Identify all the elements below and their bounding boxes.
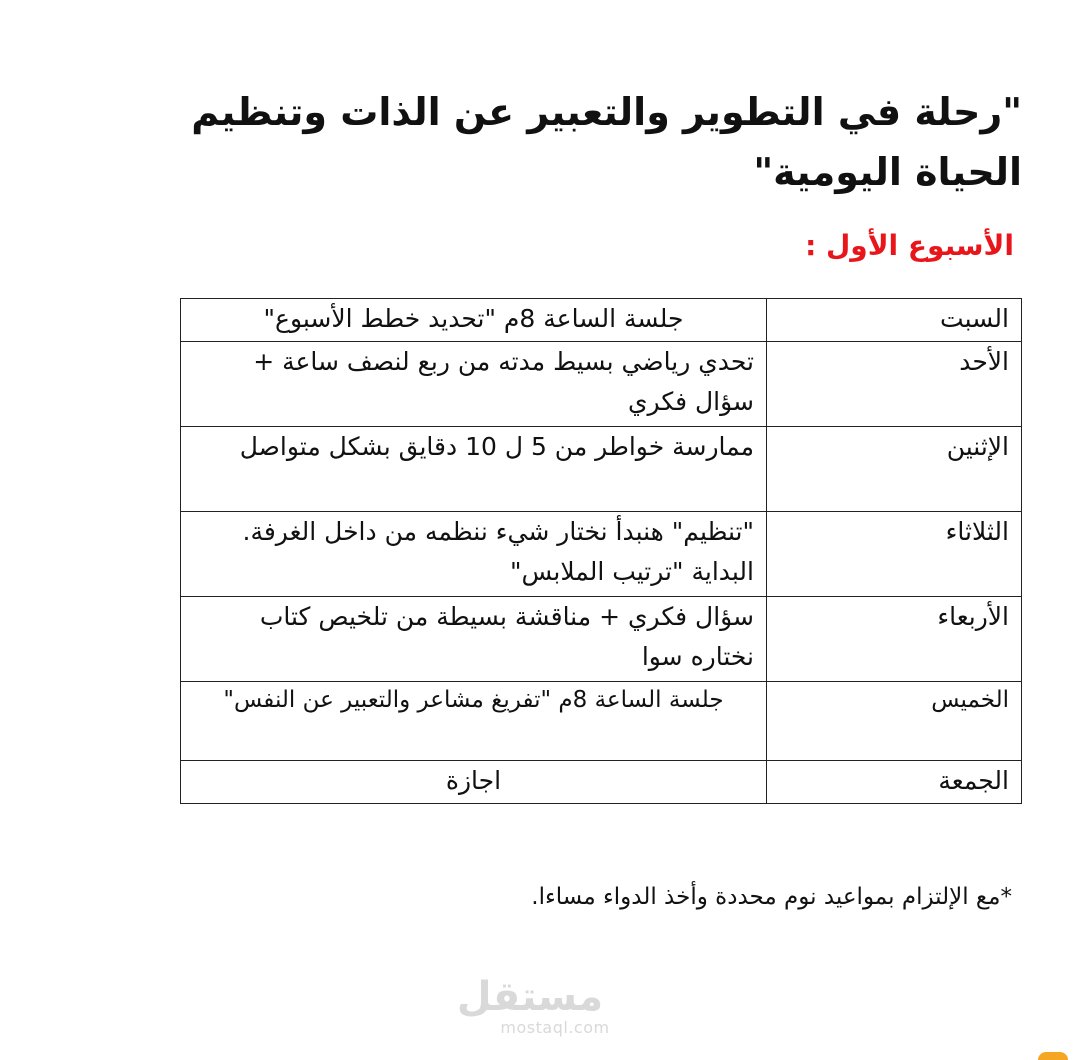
activity-cell: اجازة [181,761,767,804]
corner-decoration [1038,1052,1068,1060]
footnote: *مع الإلتزام بمواعيد نوم محددة وأخذ الدواء مساءا. [531,884,1012,910]
activity-cell: تحدي رياضي بسيط مدته من ربع لنصف ساعة + سؤال فكري [181,342,767,427]
table-row [181,299,1022,342]
watermark-arabic-text: مستقل [456,974,604,1020]
activity-cell: ممارسة خواطر من 5 ل 10 دقايق بشكل متواصل [181,427,767,512]
week-heading: الأسبوع الأول : [805,229,1014,262]
day-cell: السبت [767,299,1022,342]
day-cell: الجمعة [767,761,1022,804]
day-cell: الثلاثاء [767,512,1022,597]
table-row [181,427,1022,512]
table-row [181,512,1022,597]
activity-cell: جلسة الساعة 8م "تحديد خطط الأسبوع" [181,299,767,342]
day-cell: الأربعاء [767,597,1022,682]
table-row [181,342,1022,427]
weekly-schedule-table [180,298,1022,804]
watermark-url-text: mostaql.com [500,1018,610,1037]
mostaql-watermark [440,975,620,1037]
table-row [181,761,1022,804]
table-row [181,597,1022,682]
day-cell: الإثنين [767,427,1022,512]
table-row [181,682,1022,761]
activity-cell: "تنظيم" هنبدأ نختار شيء ننظمه من داخل الغرفة. البداية "ترتيب الملابس" [181,512,767,597]
day-cell: الأحد [767,342,1022,427]
day-cell: الخميس [767,682,1022,761]
activity-cell: سؤال فكري + مناقشة بسيطة من تلخيص كتاب نختاره سوا [181,597,767,682]
activity-cell: جلسة الساعة 8م "تفريغ مشاعر والتعبير عن النفس" [181,682,767,761]
page-title: "رحلة في التطوير والتعبير عن الذات وتنظيم الحياة اليومية" [191,90,1022,194]
